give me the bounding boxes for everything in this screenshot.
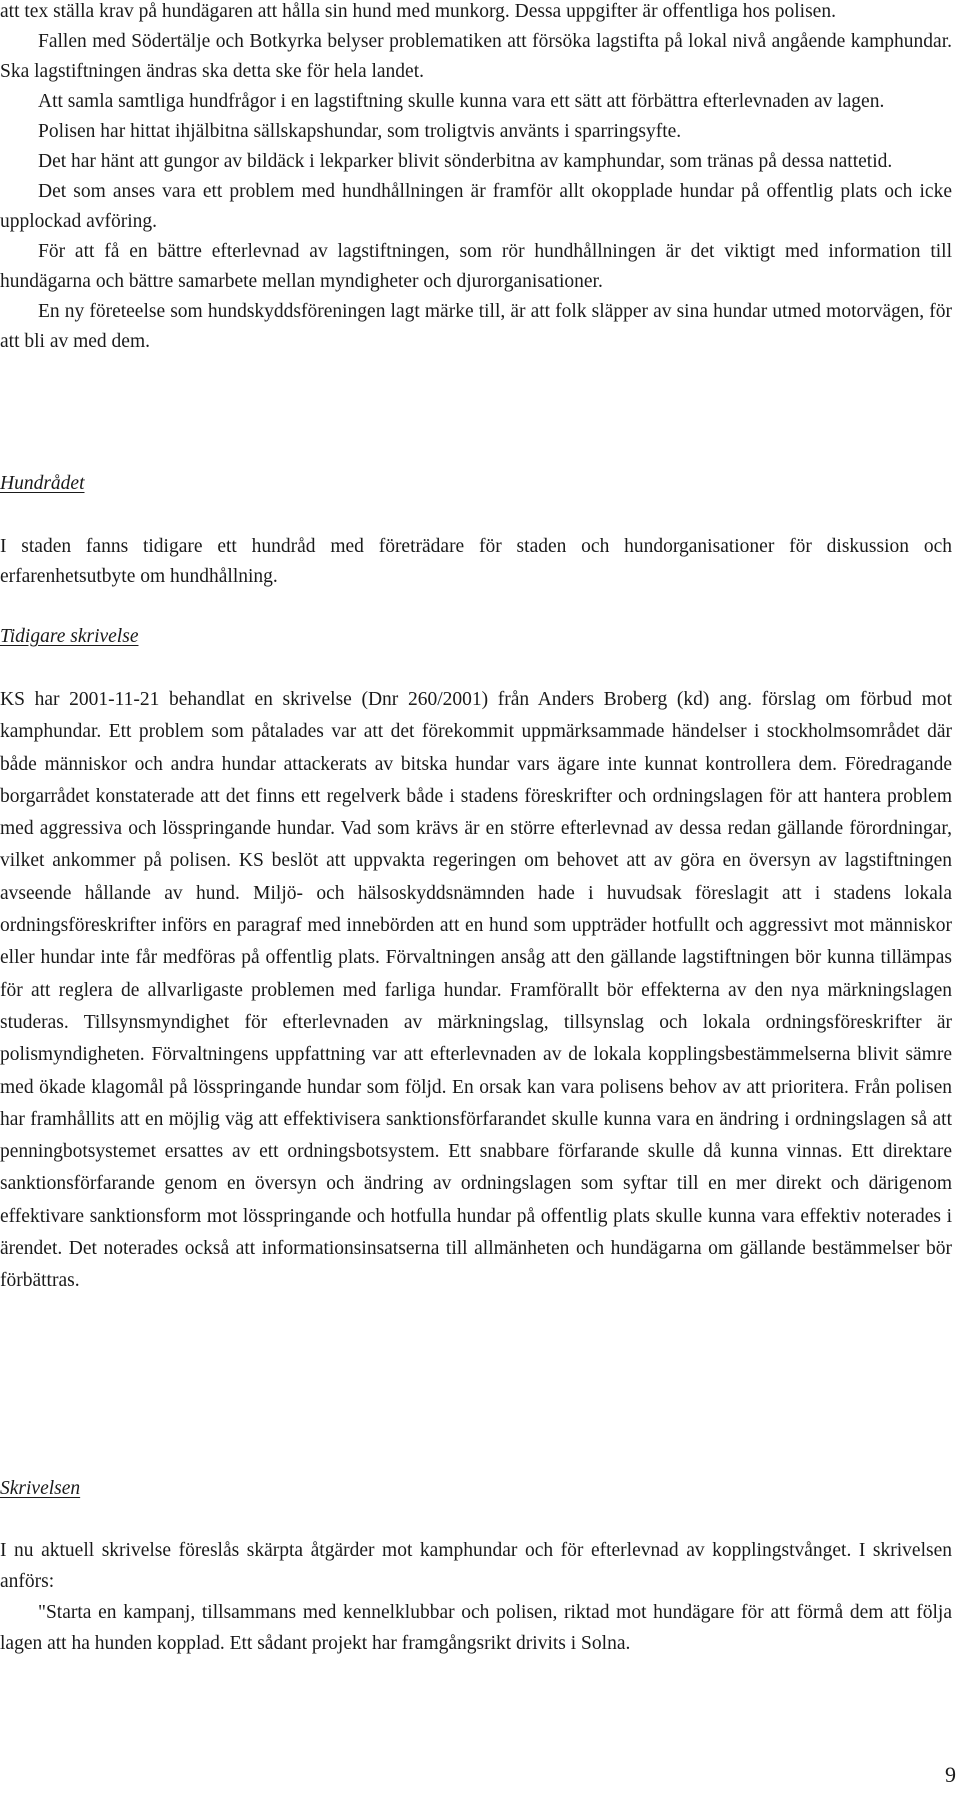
paragraph: Det som anses vara ett problem med hundhållningen är framför allt okopplade hundar på offentlig plats och icke upplockad avföring. — [0, 181, 952, 232]
paragraph: Att samla samtliga hundfrågor i en lagstiftning skulle kunna vara ett sätt att förbättra efterlevnaden av lagen. — [38, 91, 885, 112]
section-heading-tidigare-skrivelse: Tidigare skrivelse — [0, 626, 139, 647]
quote-paragraph: "Starta en kampanj, tillsammans med kennelklubbar och polisen, riktad mot hundägare för att förmå dem att följa lagen att ha hunden kopplad. Ett sådant projekt har framgångsrikt drivits i Solna. — [0, 1602, 952, 1654]
intro-text — [0, 0, 952, 357]
section-heading-hundradet: Hundrådet — [0, 473, 85, 494]
paragraph: att tex ställa krav på hundägaren att hålla sin hund med munkorg. Dessa uppgifter är offentliga hos polisen. — [0, 1, 836, 22]
section-body-skrivelsen — [0, 1535, 952, 1659]
paragraph: Polisen har hittat ihjälbitna sällskapshundar, som troligtvis använts i sparringsyfte. — [38, 121, 682, 142]
paragraph: Det har hänt att gungor av bildäck i lekparker blivit sönderbitna av kamphundar, som tränas på dessa nattetid. — [38, 151, 893, 172]
section-heading-skrivelsen: Skrivelsen — [0, 1478, 81, 1499]
section-body-tidigare-skrivelse — [0, 684, 952, 1298]
paragraph: I staden fanns tidigare ett hundråd med företrädare för staden och hundorganisationer för diskussion och erfarenhetsutbyte om hundhållning. — [0, 536, 952, 587]
page-number: 9 — [945, 1762, 956, 1787]
paragraph: För att få en bättre efterlevnad av lagstiftningen, som rör hundhållningen är det viktigt med information till hundägarna och bättre samarbete mellan myndigheter och djurorganisationer. — [0, 241, 952, 292]
paragraph: En ny företeelse som hundskyddsföreningen lagt märke till, är att folk släpper av sina hundar utmed motorvägen, för att bli av med dem. — [0, 301, 952, 352]
paragraph: Fallen med Södertälje och Botkyrka belyser problematiken att försöka lagstifta på lokal nivå angående kamphundar. Ska lagstiftningen ändras ska detta ske för hela landet. — [0, 31, 952, 82]
paragraph: I nu aktuell skrivelse föreslås skärpta åtgärder mot kamphundar och för efterlevnad av kopplingstvånget. I skrivelsen anförs: — [0, 1540, 952, 1592]
paragraph: KS har 2001-11-21 behandlat en skrivelse (Dnr 260/2001) från Anders Broberg (kd) ang. förslag om förbud mot kamphundar. Ett problem som påtalades var att det förekommit uppmärksammade händelser i stockholmsområdet där både människor och andra hundar attackerats av bitska hundar vars ägare inte kunnat kontrollera dem. Föredragande borgarrådet konstaterade att det finns ett regelverk både i stadens föreskrifter och ordningslagen för att hantera problem med aggressiva och lösspringande hundar. Vad som krävs är en större efterlevnad av dessa redan gällande förordningar, vilket ankommer på polisen. KS beslöt att uppvakta regeringen om behovet att av göra en översyn av lagstiftningen avseende hållande av hund. Miljö- och hälsoskyddsnämnden hade i huvudsak föreslagit att i stadens lokala ordningsföreskrifter införs en paragraf med innebörden att en hund som uppträder hotfullt och aggressivt mot människor eller hundar inte får medföras på offentlig plats. Förvaltningen ansåg att den gällande lagstiftningen bör kunna tillämpas för att reglera de allvarligaste problemen med farliga hundar. Framförallt bör effekterna av den nya märkningslagen studeras. Tillsynsmyndighet för efterlevnaden av märkningslag, tillsynslag och lokala ordningsföreskrifter är polismyndigheten. Förvaltningens uppfattning var att efterlevnaden av de lokala kopplingsbestämmelserna blivit sämre med ökade klagomål på lösspringande hundar som följd. En orsak kan vara polisens behov av att prioritera. Från polisen har framhållits att en möjlig väg att effektivisera sanktionsförfarandet skulle kunna vara en ändring i ordningslagen så att penningbotsystemet ersattes av ett ordningsbotsystem. Ett snabbare förfarande skulle då kunna vinnas. Ett direktare sanktionsförfarande genom en översyn och ändring av ordningslagen som syftar till en mer direkt och därigenom effektivare sanktionsform mot lösspringande och hotfulla hundar på offentlig plats skulle kunna vara effektiv noterades i ärendet. Det noterades också att informationsinsatserna till allmänheten och hundägarna om gällande bestämmelser bör förbättras. — [0, 689, 952, 1292]
section-body-hundradet — [0, 532, 952, 592]
